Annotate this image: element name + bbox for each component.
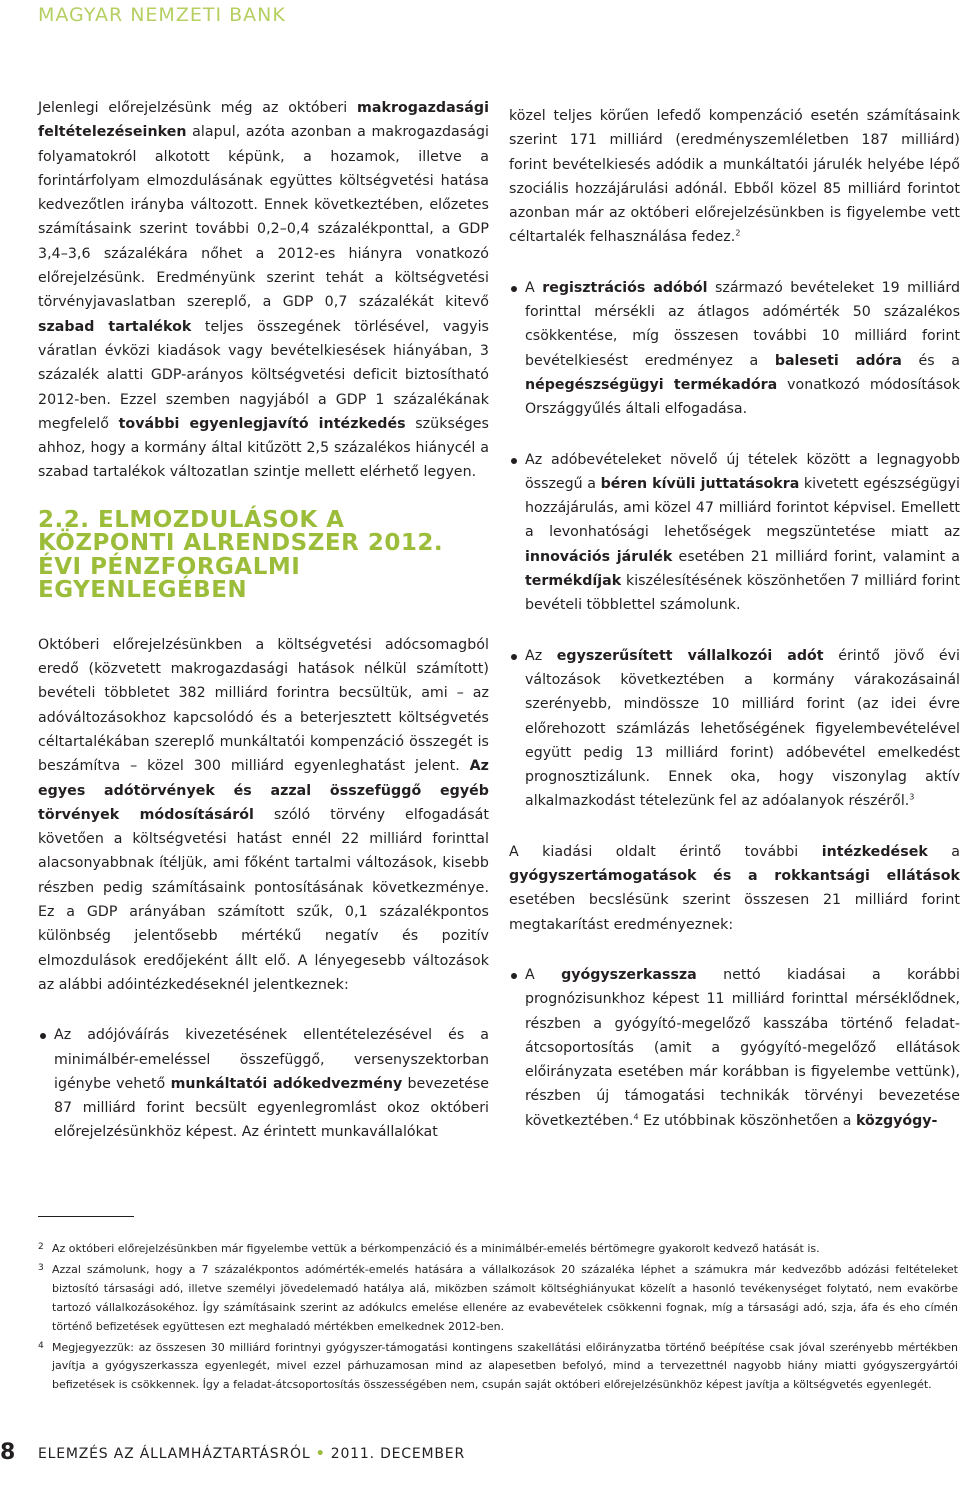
footnote-ref: 4	[633, 1111, 639, 1121]
page-footer	[0, 1440, 960, 1470]
list-item-adobevetelek: Az adóbevételeket növelő új tételek között a legnagyobb összegű a béren kívüli juttatásokra kivetett egészségügyi hozzájárulás, ami közel 47 milliárd forintot képvisel. Emellett a levonhatósági lehetőségek megszüntetése miatt az innovációs járulék esetében 21 milliárd forint, valamint a termékdíjak kiszélesítésének köszönhetően 7 milliárd forint bevételi többlettel számolunk.	[509, 448, 960, 618]
footnote-divider	[38, 1216, 134, 1217]
expenditure-paragraph: A kiadási oldalt érintő további intézkedések a gyógyszertámogatások és a rokkantsági ellátások esetében becslésünk szerint összesen 21 milliárd forint megtakarítást eredményeznek:	[509, 843, 960, 933]
footnote-3: 3 Azzal számolunk, hogy a 7 százalékpontos adómérték-emelés hatására a vállalkozások 20 százaléka léphet a számukra már kedvezőbb adózási feltételeket biztosító társasági adó, illetve személyi jövedelemadó hatálya alá, miközben számolt költséghiányukat közelít a hasonló tevékenységet folytató, nem evakörbe tartozó vállalkozásokéhoz. Így számításaink szerint az adókulcs emelése ellenére az evabevételek csökkenni fognak, míg a társasági adó, szja, áfa és eho címén történő befizetések együttesen ezt meghaladó mértékben emelkednek 2012-ben.	[38, 1262, 958, 1333]
list-item-regisztracios-ado: A regisztrációs adóból származó bevételeket 19 milliárd forinttal mérsékli az átlagos adómérték 50 százalékos csökkentése, míg összesen további 10 milliárd forint bevételkiesést eredményez a baleseti adóra és a népegészségügyi termékadóra vonatkozó módosítások Országgyűlés általi elfogadása.	[509, 276, 960, 422]
right-column	[509, 104, 960, 1133]
list-item-gyogyszerkassza: A gyógyszerkassza nettó kiadásai a korábbi prognózisunkhoz képest 11 milliárd forinttal mérséklődnek, részben a gyógyító-megelőző kasszába történő feladat-átcsoportosítás (amit a gyógyító-megelőző ellátások előirányzata esetében már korábban is figyelembe vettünk), részben új támogatási technikák törvényi bevezetése következtében.$^4$ Ez utóbbinak köszönhetően a közgyógy-	[509, 963, 960, 1133]
continued-paragraph: közel teljes körűen lefedő kompenzáció esetén számításaink szerint 171 milliárd (eredményszemléletben 187 milliárd) forint bevételkiesés adódik a munkáltatói járulék helyébe lépő szociális hozzájárulási adónál. Ebből közel 85 milliárd forintot azonban már az októberi előrejelzésünkben is figyelembe vett céltartalék felhasználása fedez.$^2$	[509, 108, 960, 246]
footnote-ref: 3	[909, 792, 915, 802]
footnote-2: 2 Az októberi előrejelzésünkben már figyelembe vettük a bérkompenzáció és a minimálbér-emelés bértömegre gyakorolt kedvező hatását is.	[38, 1242, 820, 1255]
section-heading: 2.2. ELMOZDULÁSOK A KÖZPONTI ALRENDSZER 2012. ÉVI PÉNZFORGALMI EGYENLEGÉBEN	[38, 506, 444, 604]
publisher-header: MAGYAR NEMZETI BANK	[38, 4, 286, 26]
left-column	[38, 96, 489, 1145]
page-number: 8	[0, 1440, 16, 1465]
list-item-eva: Az egyszerűsített vállalkozói adót érintő jövő évi változások következtében a kormány várakozásainál szerényebb, mindössze 10 milliárd forint (az idei évre előrehozott számlázás lehetőségének figyelembevételével együtt pedig 13 milliárd forint) adóbevétel emelkedést prognosztizálunk. Ennek oka, hogy viszonylag aktív alkalmazkodást tételezünk fel az adóalanyok részéről.$^3$	[509, 644, 960, 814]
section-paragraph: Októberi előrejelzésünkben a költségvetési adócsomagból eredő (közvetett makrogazdasági hatások nélkül számított) bevételi többletet 382 milliárd forintra becsültük, ami – az adóváltozásokhoz kapcsolódó és a beterjesztett költségvetés céltartalékában szereplő munkáltatói kompenzáció összegét is beszámítva – közel 300 milliárd egyenleghatást jelent. Az egyes adótörvények és azzal összefüggő egyéb törvények módosításáról szóló törvény elfogadását követően a költségvetési hatást ennél 22 milliárd forinttal alacsonyabbnak ítéljük, ami főként tartalmi változások, kisebb részben pedig számításaink pontosításának következménye. Ez a GDP arányában számított szűk, 0,1 százalékpontos különbség jelentősebb mértékű negatív és pozitív elmozdulások eredőjeként állt elő. A lényegesebb változások az alábbi adóintézkedéseknél jelentkeznek:	[38, 636, 489, 993]
list-item-adojovairas: Az adójóváírás kivezetésének ellentételezésével és a minimálbér-emeléssel összefüggő, versenyszektorban igénybe vehető munkáltatói adókedvezmény bevezetése 87 milliárd forint becsült egyenlegromlást okoz októberi előrejelzésünkhöz képest. Az érintett munkavállalókat	[38, 1023, 489, 1144]
footnote-ref: 2	[735, 228, 741, 238]
intro-paragraph: Jelenlegi előrejelzésünk még az októberi makrogazdasági feltételezéseinken alapul, azóta azonban a makrogazdasági folyamatokról alkotott képünk, a hozamok, illetve a forintárfolyam elmozdulásának együttes költségvetési hatása kedvezőtlen irányba változott. Ennek következtében, előzetes számításaink szerint további 0,2–0,4 százalékponttal, a GDP 3,4–3,6 százalékára nőhet a 2012-es hiányra vonatkozó előrejelzésünk. Eredményünk szerint tehát a költségvetési törvényjavaslatban szereplő, a GDP 0,7 százalékát kitevő szabad tartalékok teljes összegének törlésével, vagyis váratlan évközi kiadások vagy bevételkiesések hiányában, 3 százalék alatti GDP-arányos költségvetési deficit biztosítható 2012-ben. Ezzel szemben nagyjából a GDP 1 százalékának megfelelő további egyenlegjavító intézkedés szükséges ahhoz, hogy a kormány által kitűzött 2,5 százalékos hiánycél a szabad tartalékok változatlan szintje mellett elérhető legyen.	[38, 100, 489, 481]
publication-title: ELEMZÉS AZ ÁLLAMHÁZTARTÁSRÓL • 2011. DECEMBER	[38, 1446, 465, 1462]
footnotes	[38, 1240, 958, 1397]
footnote-4: 4 Megjegyezzük: az összesen 30 milliárd forintnyi gyógyszer-támogatási kontingens szakellátási előirányzatba történő beépítése csak jóval szerényebb mértékben javítja a gyógyszerkassza egyenlegét, mivel ezzel párhuzamosan mind az alapesetben befolyó, mind a tervezettnél nagyobb hiány miatti gyógyszergyártói befizetések is csökkennek. Így a feladat-átcsoportosítás összességében nem, csupán saját októberi előrejelzésünkhöz képest javítja a költségvetés egyenlegét.	[38, 1340, 958, 1392]
